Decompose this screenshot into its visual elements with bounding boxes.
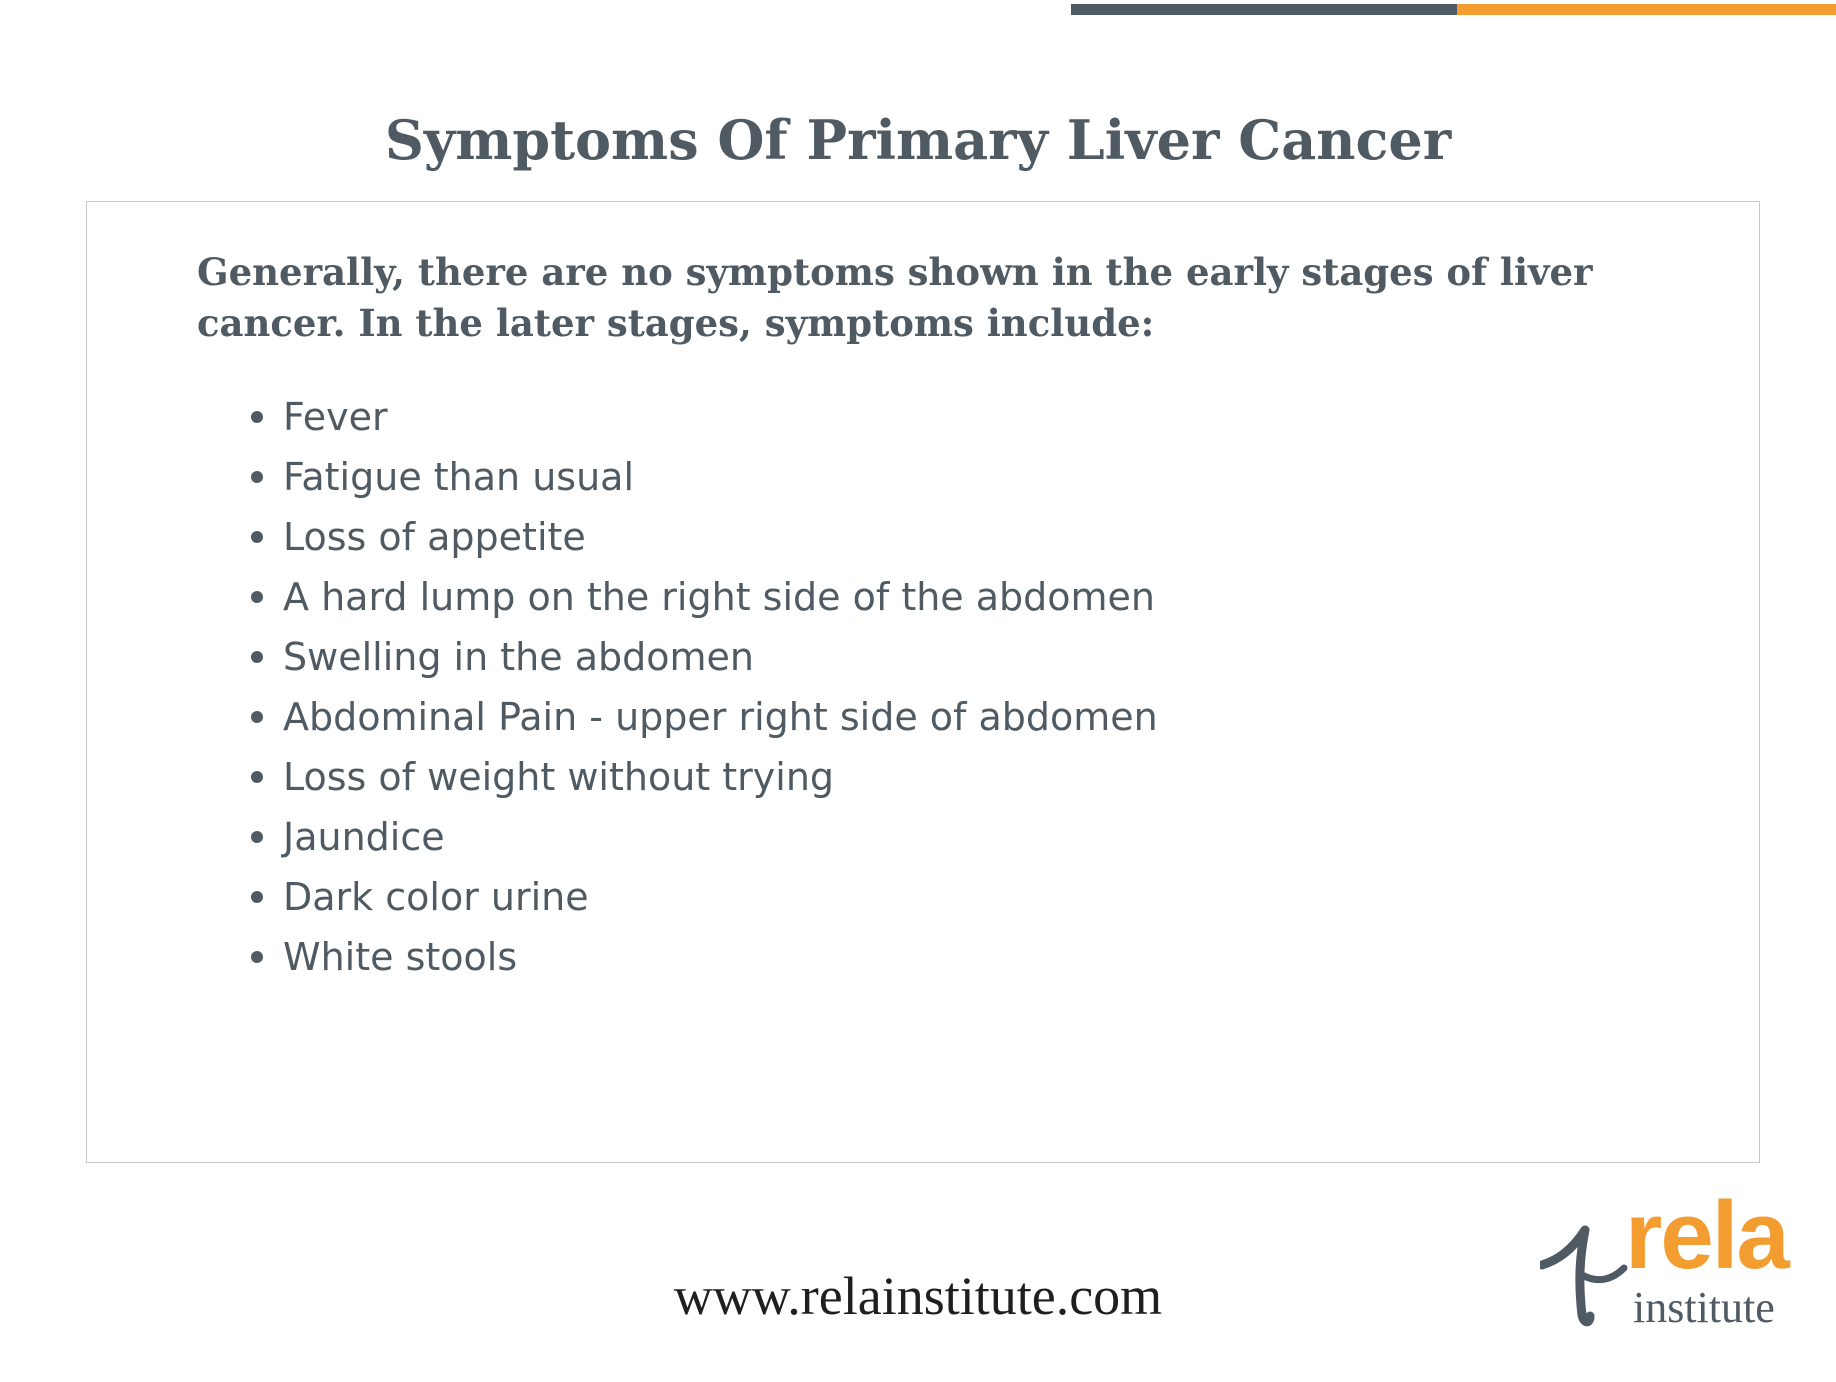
bullet-icon <box>251 951 263 963</box>
bullet-icon <box>251 891 263 903</box>
symptom-label: Fever <box>283 395 388 439</box>
rela-logo <box>1540 1182 1790 1338</box>
page-title: Symptoms Of Primary Liver Cancer <box>384 108 1452 172</box>
symptom-label: Swelling in the abdomen <box>283 635 754 679</box>
list-item <box>251 747 1158 807</box>
bullet-icon <box>251 591 263 603</box>
list-item <box>251 867 1158 927</box>
symptom-label: Dark color urine <box>283 875 589 919</box>
bullet-icon <box>251 471 263 483</box>
list-item <box>251 687 1158 747</box>
list-item <box>251 447 1158 507</box>
bullet-icon <box>251 411 263 423</box>
bullet-icon <box>251 711 263 723</box>
list-item <box>251 567 1158 627</box>
bullet-icon <box>251 831 263 843</box>
bullet-icon <box>251 771 263 783</box>
bullet-icon <box>251 651 263 663</box>
bullet-icon <box>251 531 263 543</box>
top-accent-bar-orange <box>1457 4 1836 15</box>
content-box <box>86 201 1760 1163</box>
list-item <box>251 927 1158 987</box>
list-item <box>251 627 1158 687</box>
symptom-label: Fatigue than usual <box>283 455 635 499</box>
symptom-list <box>251 387 1158 987</box>
symptom-label: Loss of appetite <box>283 515 586 559</box>
rela-figure-icon <box>1540 1220 1630 1330</box>
symptom-label: Loss of weight without trying <box>283 755 835 799</box>
list-item <box>251 807 1158 867</box>
symptom-label: Jaundice <box>283 815 445 859</box>
symptom-label: White stools <box>283 935 518 979</box>
list-item <box>251 387 1158 447</box>
symptom-label: Abdominal Pain - upper right side of abdomen <box>283 695 1158 739</box>
logo-wordmark: rela <box>1625 1182 1788 1289</box>
symptom-label: A hard lump on the right side of the abdomen <box>283 575 1156 619</box>
list-item <box>251 507 1158 567</box>
intro-text: Generally, there are no symptoms shown in the early stages of liver cancer. In the later stages, symptoms include: <box>197 250 1593 345</box>
website-url: www.relainstitute.com <box>673 1266 1163 1326</box>
logo-subtitle: institute <box>1633 1283 1775 1332</box>
top-accent-bar-dark <box>1071 4 1457 15</box>
